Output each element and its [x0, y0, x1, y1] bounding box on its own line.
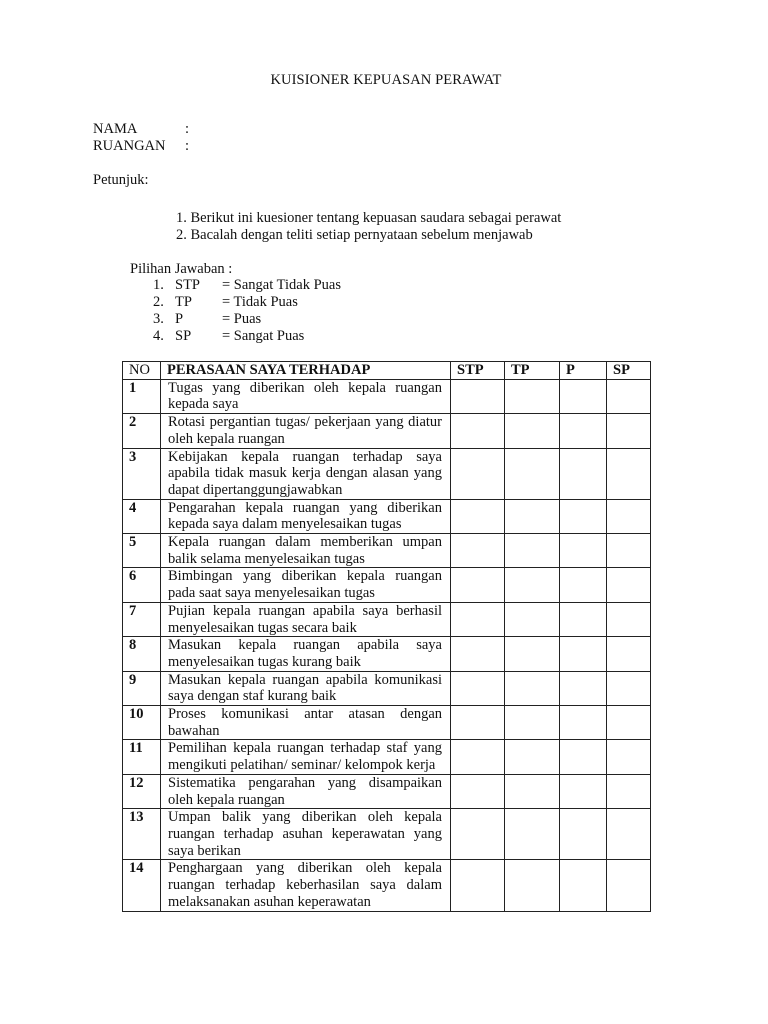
questionnaire-table [122, 361, 651, 912]
answer-cell-tp[interactable] [505, 602, 560, 636]
answer-cell-sp[interactable] [607, 534, 651, 568]
answer-cell-tp[interactable] [505, 637, 560, 671]
option-description: = Sangat Tidak Puas [222, 277, 341, 293]
answer-cell-tp[interactable] [505, 860, 560, 911]
document-title: KUISIONER KEPUASAN PERAWAT [270, 72, 502, 88]
answer-cell-stp[interactable] [451, 671, 505, 705]
answer-cell-tp[interactable] [505, 740, 560, 774]
header-sp: SP [607, 362, 651, 380]
field-nama-label: NAMA [93, 121, 138, 137]
answer-cell-sp[interactable] [607, 414, 651, 448]
option-description: = Puas [222, 311, 262, 327]
answer-cell-p[interactable] [560, 602, 607, 636]
answer-cell-stp[interactable] [451, 809, 505, 860]
answer-cell-sp[interactable] [607, 671, 651, 705]
answer-cell-p[interactable] [560, 740, 607, 774]
table-body [123, 379, 651, 911]
row-statement: Masukan kepala ruangan apabila komunikasi saya dengan staf kurang baik [161, 671, 451, 705]
row-statement: Masukan kepala ruangan apabila saya menyelesaikan tugas kurang baik [161, 637, 451, 671]
row-number: 4 [123, 499, 161, 533]
answer-cell-p[interactable] [560, 534, 607, 568]
answer-cell-tp[interactable] [505, 379, 560, 413]
answer-cell-stp[interactable] [451, 774, 505, 808]
answer-cell-stp[interactable] [451, 414, 505, 448]
option-code: SP [175, 328, 192, 344]
answer-cell-sp[interactable] [607, 448, 651, 499]
table-row [123, 809, 651, 860]
answer-cell-stp[interactable] [451, 568, 505, 602]
answer-option [153, 311, 341, 328]
answer-cell-sp[interactable] [607, 499, 651, 533]
row-number: 5 [123, 534, 161, 568]
row-number: 6 [123, 568, 161, 602]
row-statement: Pemilihan kepala ruangan terhadap staf yang mengikuti pelatihan/ seminar/ kelompok kerja [161, 740, 451, 774]
row-number: 13 [123, 809, 161, 860]
instruction-item: 1. Berikut ini kuesioner tentang kepuasan saudara sebagai perawat [176, 210, 562, 226]
answer-options-list [153, 277, 341, 345]
answer-cell-p[interactable] [560, 706, 607, 740]
answer-option [153, 328, 341, 345]
answer-cell-sp[interactable] [607, 774, 651, 808]
option-code: STP [175, 277, 200, 293]
header-tp: TP [505, 362, 560, 380]
row-statement: Bimbingan yang diberikan kepala ruangan pada saat saya menyelesaikan tugas [161, 568, 451, 602]
answer-cell-sp[interactable] [607, 809, 651, 860]
table-row [123, 671, 651, 705]
answer-cell-p[interactable] [560, 568, 607, 602]
table-row [123, 706, 651, 740]
header-stp: STP [451, 362, 505, 380]
row-number: 8 [123, 637, 161, 671]
instruction-item: 2. Bacalah dengan teliti setiap pernyataan sebelum menjawab [176, 227, 533, 243]
row-statement: Tugas yang diberikan oleh kepala ruangan kepada saya [161, 379, 451, 413]
row-number: 1 [123, 379, 161, 413]
option-number: 3. [153, 311, 164, 327]
field-ruangan [93, 138, 189, 155]
option-code: TP [175, 294, 192, 310]
option-number: 2. [153, 294, 164, 310]
option-number: 1. [153, 277, 164, 293]
row-number: 7 [123, 602, 161, 636]
answer-cell-stp[interactable] [451, 448, 505, 499]
answer-cell-stp[interactable] [451, 379, 505, 413]
answer-cell-tp[interactable] [505, 534, 560, 568]
field-nama-separator: : [185, 121, 190, 137]
answer-option [153, 277, 341, 294]
answer-cell-tp[interactable] [505, 568, 560, 602]
answer-cell-p[interactable] [560, 414, 607, 448]
option-description: = Tidak Puas [222, 294, 298, 310]
option-number: 4. [153, 328, 164, 344]
row-number: 3 [123, 448, 161, 499]
answer-cell-sp[interactable] [607, 740, 651, 774]
row-number: 12 [123, 774, 161, 808]
table-header-row [123, 362, 651, 380]
answer-option [153, 294, 341, 311]
answer-options-heading: Pilihan Jawaban : [130, 261, 233, 277]
row-statement: Proses komunikasi antar atasan dengan bawahan [161, 706, 451, 740]
table-row [123, 568, 651, 602]
answer-cell-stp[interactable] [451, 706, 505, 740]
answer-cell-p[interactable] [560, 774, 607, 808]
answer-cell-tp[interactable] [505, 414, 560, 448]
row-number: 10 [123, 706, 161, 740]
row-statement: Rotasi pergantian tugas/ pekerjaan yang diatur oleh kepala ruangan [161, 414, 451, 448]
answer-cell-tp[interactable] [505, 448, 560, 499]
answer-cell-stp[interactable] [451, 534, 505, 568]
answer-cell-p[interactable] [560, 637, 607, 671]
answer-cell-tp[interactable] [505, 706, 560, 740]
answer-cell-tp[interactable] [505, 774, 560, 808]
answer-cell-stp[interactable] [451, 602, 505, 636]
table-row [123, 602, 651, 636]
row-number: 11 [123, 740, 161, 774]
answer-cell-stp[interactable] [451, 499, 505, 533]
answer-cell-p[interactable] [560, 448, 607, 499]
table-row [123, 637, 651, 671]
row-number: 2 [123, 414, 161, 448]
table-row [123, 499, 651, 533]
table-row [123, 860, 651, 911]
answer-cell-p[interactable] [560, 379, 607, 413]
petunjuk-heading: Petunjuk: [93, 172, 149, 188]
answer-cell-sp[interactable] [607, 637, 651, 671]
option-code: P [175, 311, 184, 327]
header-statement: PERASAAN SAYA TERHADAP [161, 362, 451, 380]
field-nama [93, 121, 189, 138]
row-statement: Penghargaan yang diberikan oleh kepala ruangan terhadap keberhasilan saya dalam melaksanakan asuhan keperawatan [161, 860, 451, 911]
row-statement: Sistematika pengarahan yang disampaikan oleh kepala ruangan [161, 774, 451, 808]
answer-cell-stp[interactable] [451, 637, 505, 671]
answer-cell-sp[interactable] [607, 860, 651, 911]
row-statement: Pujian kepala ruangan apabila saya berhasil menyelesaikan tugas secara baik [161, 602, 451, 636]
field-ruangan-separator: : [185, 138, 190, 154]
answer-cell-sp[interactable] [607, 568, 651, 602]
answer-cell-sp[interactable] [607, 379, 651, 413]
row-statement: Pengarahan kepala ruangan yang diberikan kepada saya dalam menyelesaikan tugas [161, 499, 451, 533]
table-row [123, 379, 651, 413]
answer-cell-tp[interactable] [505, 671, 560, 705]
row-statement: Kebijakan kepala ruangan terhadap saya apabila tidak masuk kerja dengan alasan yang dapat dipertanggungjawabkan [161, 448, 451, 499]
table-row [123, 774, 651, 808]
answer-cell-stp[interactable] [451, 740, 505, 774]
field-ruangan-label: RUANGAN [93, 138, 166, 154]
header-p: P [560, 362, 607, 380]
row-statement: Kepala ruangan dalam memberikan umpan balik selama menyelesaikan tugas [161, 534, 451, 568]
table-row [123, 534, 651, 568]
answer-cell-p[interactable] [560, 671, 607, 705]
answer-cell-tp[interactable] [505, 809, 560, 860]
instruction-list [176, 210, 561, 244]
answer-cell-tp[interactable] [505, 499, 560, 533]
option-description: = Sangat Puas [222, 328, 305, 344]
header-no: NO [123, 362, 161, 380]
row-number: 14 [123, 860, 161, 911]
answer-cell-stp[interactable] [451, 860, 505, 911]
answer-cell-p[interactable] [560, 809, 607, 860]
answer-cell-sp[interactable] [607, 706, 651, 740]
answer-cell-p[interactable] [560, 499, 607, 533]
table-row [123, 414, 651, 448]
table-row [123, 740, 651, 774]
answer-cell-p[interactable] [560, 860, 607, 911]
table-row [123, 448, 651, 499]
answer-cell-sp[interactable] [607, 602, 651, 636]
row-number: 9 [123, 671, 161, 705]
row-statement: Umpan balik yang diberikan oleh kepala ruangan terhadap asuhan keperawatan yang saya berikan [161, 809, 451, 860]
